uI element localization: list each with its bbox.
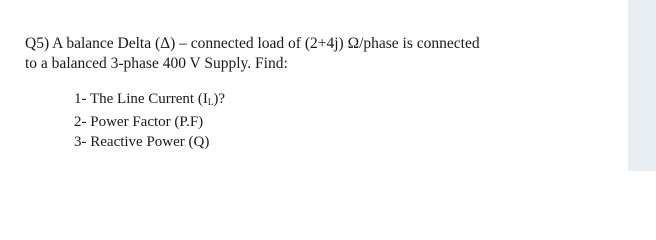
question-line-2: to a balanced 3-phase 400 V Supply. Find: bbox=[25, 55, 288, 72]
list-item-line-current-suffix: )? bbox=[213, 91, 225, 107]
list-item-reactive-power: 3- Reactive Power (Q) bbox=[74, 134, 210, 150]
question-text bbox=[25, 34, 625, 74]
list-item-line-current bbox=[74, 89, 225, 112]
list-item-power-factor: 2- Power Factor (P.F) bbox=[74, 114, 204, 130]
line-current-subscript: L bbox=[207, 97, 214, 107]
list-item-line-current-text: 1- The Line Current (I bbox=[74, 91, 208, 107]
question-items-list bbox=[74, 89, 225, 152]
question-line-1: Q5) A balance Delta (Δ) – connected load of (2+4j) Ω/phase is connected bbox=[25, 35, 480, 52]
right-margin-strip bbox=[628, 0, 656, 171]
